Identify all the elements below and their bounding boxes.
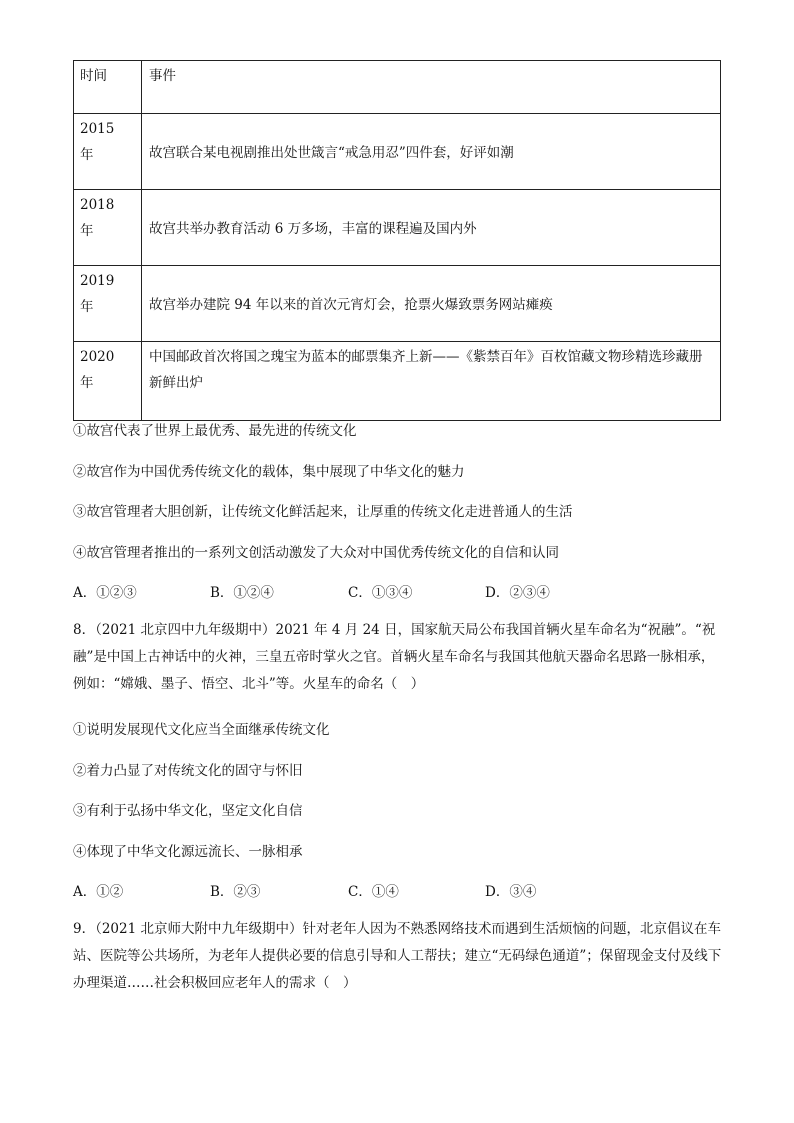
q7-option-b[interactable]: B．①②④ <box>210 585 274 601</box>
q8-stem: 8．（2021 北京四中九年级期中）2021 年 4 月 24 日，国家航天局公布我国首辆火星车命名为“祝融”。“祝融”是中国上古神话中的火神，三皇五帝时掌火之官。首辆火星车命名与我国其他航天器命名思路一脉相承，例如：“嫦娥、墨子、悟空、北斗”等。火星车的命名（ ） <box>73 622 716 692</box>
q8-statement-2: ②着力凸显了对传统文化的固守与怀旧 <box>73 763 303 779</box>
row-year: 2019 年 <box>74 266 142 342</box>
table-row <box>74 114 721 190</box>
table-row <box>74 266 721 342</box>
q8-option-c[interactable]: C．①④ <box>348 884 399 900</box>
q7-statement-2: ②故宫作为中国优秀传统文化的载体，集中展现了中华文化的魅力 <box>73 464 465 480</box>
q7-statement-1: ①故宫代表了世界上最优秀、最先进的传统文化 <box>73 423 357 439</box>
q8-statement-1: ①说明发展现代文化应当全面继承传统文化 <box>73 722 330 738</box>
row-event: 故宫联合某电视剧推出处世箴言“戒急用忍”四件套，好评如潮 <box>142 114 721 190</box>
q8-option-a[interactable]: A．①② <box>73 884 124 900</box>
row-event: 中国邮政首次将国之瑰宝为蓝本的邮票集齐上新——《紫禁百年》百枚馆藏文物珍精选珍藏册新鲜出炉 <box>142 342 721 421</box>
q9-stem: 9．（2021 北京师大附中九年级期中）针对老年人因为不熟悉网络技术而遇到生活烦恼的问题，北京倡议在车站、医院等公共场所，为老年人提供必要的信息引导和人工帮扶；建立“无码绿色通道”；保留现金支付及线下办理渠道……社会积极回应老年人的需求（ ） <box>73 921 722 991</box>
row-event: 故宫共举办教育活动 6 万多场，丰富的课程遍及国内外 <box>142 190 721 266</box>
q8-option-b[interactable]: B．②③ <box>210 884 261 900</box>
table-header-row <box>74 61 721 114</box>
table-row <box>74 190 721 266</box>
q8-statement-4: ④体现了中华文化源远流长、一脉相承 <box>73 844 303 860</box>
header-year: 时间 <box>74 61 142 114</box>
q8-option-d[interactable]: D．③④ <box>485 884 537 900</box>
table-row <box>74 342 721 421</box>
row-year: 2018 年 <box>74 190 142 266</box>
row-year: 2015 年 <box>74 114 142 190</box>
q7-option-d[interactable]: D．②③④ <box>485 585 550 601</box>
row-year: 2020 年 <box>74 342 142 421</box>
q7-option-a[interactable]: A．①②③ <box>73 585 137 601</box>
events-table <box>73 60 721 421</box>
q8-statement-3: ③有利于弘扬中华文化，坚定文化自信 <box>73 803 303 819</box>
header-event: 事件 <box>142 61 721 114</box>
row-event: 故宫举办建院 94 年以来的首次元宵灯会，抢票火爆致票务网站瘫痪 <box>142 266 721 342</box>
q7-statement-3: ③故宫管理者大胆创新，让传统文化鲜活起来，让厚重的传统文化走进普通人的生活 <box>73 504 573 520</box>
q7-option-c[interactable]: C．①③④ <box>348 585 413 601</box>
q7-statement-4: ④故宫管理者推出的一系列文创活动激发了大众对中国优秀传统文化的自信和认同 <box>73 545 559 561</box>
